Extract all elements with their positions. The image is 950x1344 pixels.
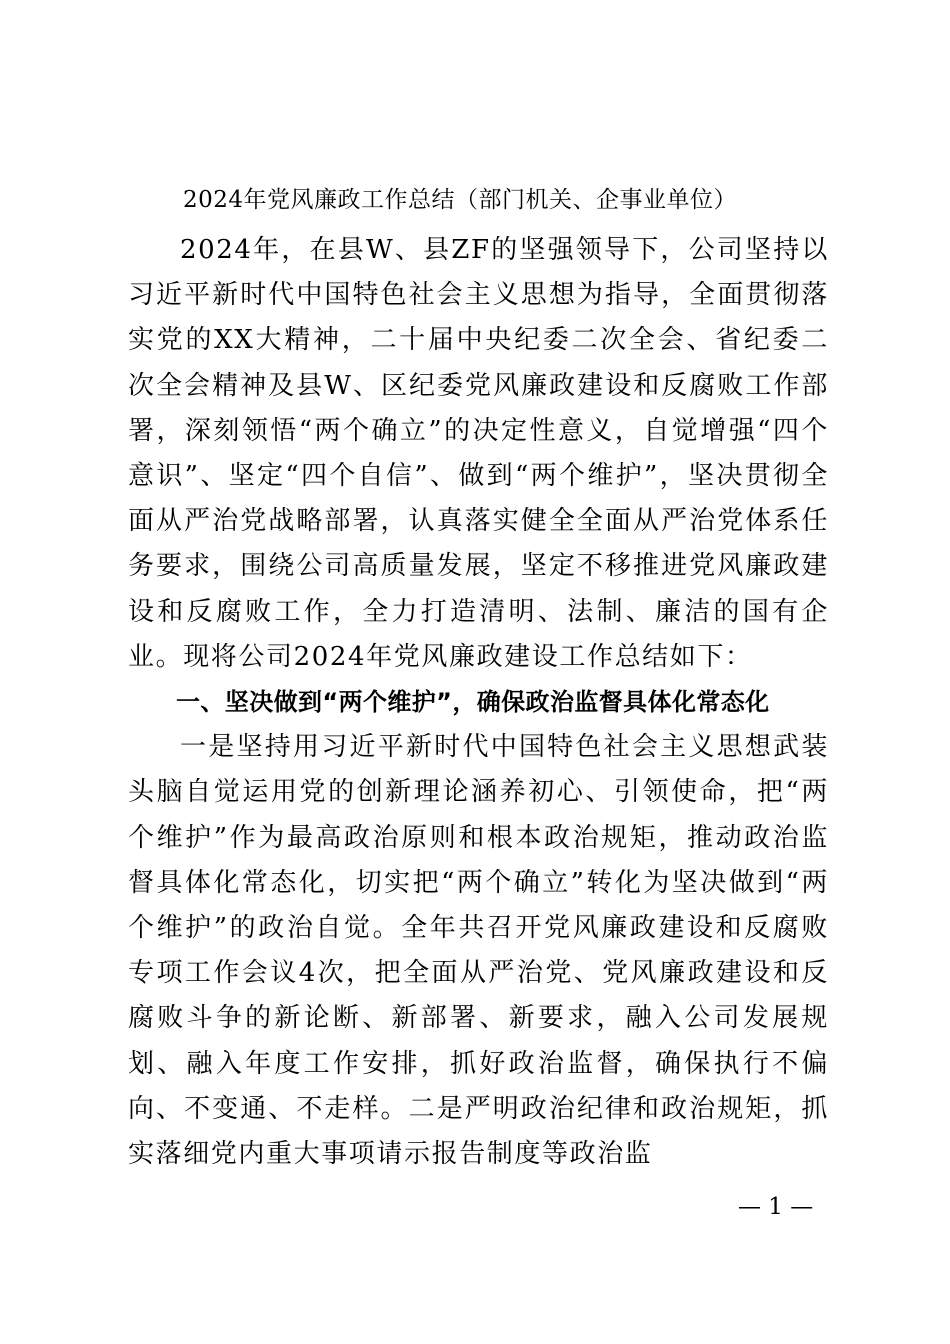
document-body [128, 228, 829, 1177]
document-title: 2024年党风廉政工作总结（部门机关、企事业单位） [183, 187, 738, 213]
section-paragraph: 一是坚持用习近平新时代中国特色社会主义思想武装头脑自觉运用党的创新理论涵养初心、引领使命，把“两个维护”作为最高政治原则和根本政治规矩，推动政治监督具体化常态化，切实把“两个确立”转化为坚决做到“两个维护”的政治自觉。全年共召开党风廉政建设和反腐败专项工作会议4次，把全面从严治党、党风廉政建设和反腐败斗争的新论断、新部署、新要求，融入公司发展规划、融入年度工作安排，抓好政治监督，确保执行不偏向、不变通、不走样。二是严明政治纪律和政治规矩，抓实落细党内重大事项请示报告制度等政治监 [128, 732, 829, 1170]
page-number: — 1 — [738, 1194, 814, 1220]
section-heading: 一、坚决做到“两个维护”，确保政治监督具体化常态化 [176, 688, 770, 717]
intro-paragraph: 2024年，在县W、县ZF的坚强领导下，公司坚持以习近平新时代中国特色社会主义思想为指导，全面贯彻落实党的XX大精神，二十届中央纪委二次全会、省纪委二次全会精神及县W、区纪委党风廉政建设和反腐败工作部署，深刻领悟“两个确立”的决定性意义，自觉增强“四个意识”、坚定“四个自信”、做到“两个维护”，坚决贯彻全面从严治党战略部署，认真落实健全全面从严治党体系任务要求，围绕公司高质量发展，坚定不移推进党风廉政建设和反腐败工作，全力打造清明、法制、廉洁的国有企业。现将公司2024年党风廉政建设工作总结如下： [128, 235, 829, 672]
